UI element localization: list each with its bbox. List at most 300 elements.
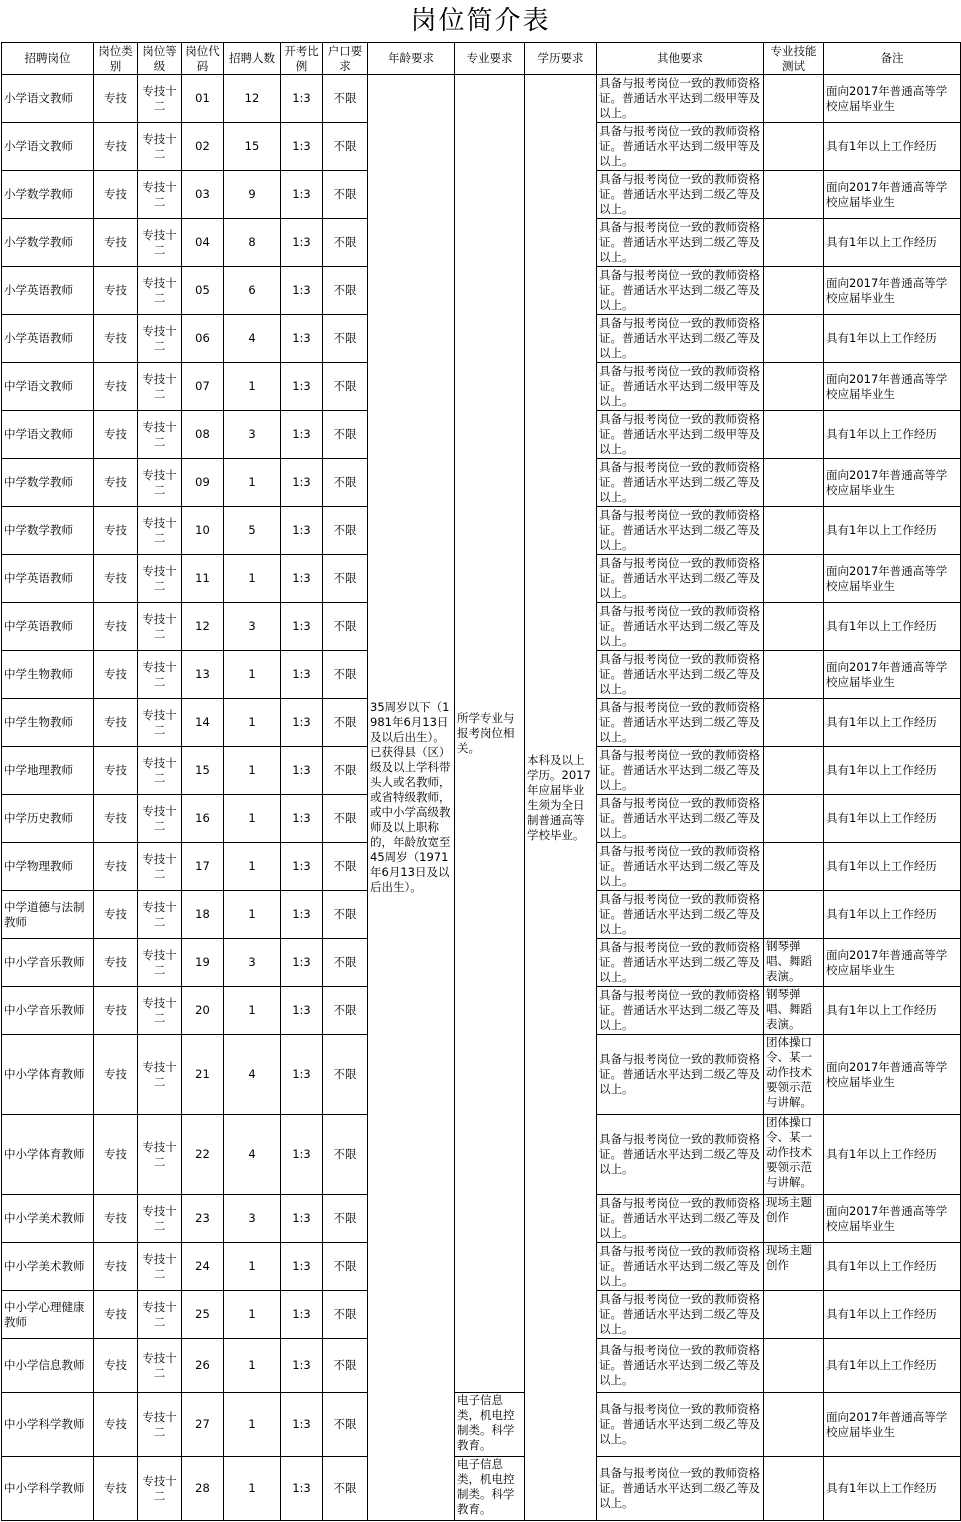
cell-note: 具有1年以上工作经历 xyxy=(824,987,961,1035)
cell-other: 具备与报考岗位一致的教师资格证。普通话水平达到二级甲等及以上。 xyxy=(597,363,764,411)
cell-hukou: 不限 xyxy=(323,1393,368,1457)
header-post: 招聘岗位 xyxy=(2,43,94,75)
cell-hukou: 不限 xyxy=(323,747,368,795)
cell-note: 具有1年以上工作经历 xyxy=(824,123,961,171)
cell-other: 具备与报考岗位一致的教师资格证。普通话水平达到二级乙等及以上。 xyxy=(597,171,764,219)
cell-note: 具有1年以上工作经历 xyxy=(824,843,961,891)
cell-hukou: 不限 xyxy=(323,363,368,411)
cell-skill xyxy=(764,363,824,411)
cell-code: 23 xyxy=(182,1195,224,1243)
cell-note: 具有1年以上工作经历 xyxy=(824,1115,961,1195)
cell-count: 1 xyxy=(224,1393,281,1457)
cell-other: 具备与报考岗位一致的教师资格证。普通话水平达到二级乙等及以上。 xyxy=(597,1393,764,1457)
cell-type: 专技 xyxy=(94,1195,138,1243)
cell-ratio: 1:3 xyxy=(281,843,323,891)
cell-count: 15 xyxy=(224,123,281,171)
cell-other: 具备与报考岗位一致的教师资格证。普通话水平达到二级乙等及以上。 xyxy=(597,219,764,267)
cell-post: 中学物理教师 xyxy=(2,843,94,891)
cell-ratio: 1:3 xyxy=(281,1339,323,1393)
header-hukou: 户口要求 xyxy=(323,43,368,75)
cell-other: 具备与报考岗位一致的教师资格证。普通话水平达到二级甲等及以上。 xyxy=(597,123,764,171)
cell-count: 4 xyxy=(224,1035,281,1115)
cell-level: 专技十二 xyxy=(138,795,182,843)
cell-other: 具备与报考岗位一致的教师资格证。普通话水平达到二级乙等及以上。 xyxy=(597,651,764,699)
cell-code: 22 xyxy=(182,1115,224,1195)
cell-code: 26 xyxy=(182,1339,224,1393)
cell-hukou: 不限 xyxy=(323,987,368,1035)
cell-type: 专技 xyxy=(94,747,138,795)
cell-code: 05 xyxy=(182,267,224,315)
cell-ratio: 1:3 xyxy=(281,507,323,555)
cell-skill xyxy=(764,891,824,939)
cell-note: 面向2017年普通高等学校应届毕业生 xyxy=(824,459,961,507)
cell-other: 具备与报考岗位一致的教师资格证。普通话水平达到二级乙等及以上。 xyxy=(597,699,764,747)
cell-count: 1 xyxy=(224,1291,281,1339)
cell-count: 1 xyxy=(224,1339,281,1393)
cell-ratio: 1:3 xyxy=(281,1393,323,1457)
cell-type: 专技 xyxy=(94,1393,138,1457)
cell-ratio: 1:3 xyxy=(281,699,323,747)
cell-code: 14 xyxy=(182,699,224,747)
cell-other: 具备与报考岗位一致的教师资格证。普通话水平达到二级乙等及以上。 xyxy=(597,1291,764,1339)
cell-ratio: 1:3 xyxy=(281,795,323,843)
cell-type: 专技 xyxy=(94,507,138,555)
cell-hukou: 不限 xyxy=(323,939,368,987)
cell-level: 专技十二 xyxy=(138,891,182,939)
cell-level: 专技十二 xyxy=(138,1291,182,1339)
cell-skill xyxy=(764,123,824,171)
cell-note: 具有1年以上工作经历 xyxy=(824,411,961,459)
cell-type: 专技 xyxy=(94,651,138,699)
cell-ratio: 1:3 xyxy=(281,987,323,1035)
cell-skill: 现场主题创作 xyxy=(764,1195,824,1243)
cell-level: 专技十二 xyxy=(138,171,182,219)
cell-post: 小学数学教师 xyxy=(2,219,94,267)
cell-type: 专技 xyxy=(94,1457,138,1521)
cell-ratio: 1:3 xyxy=(281,1457,323,1521)
cell-type: 专技 xyxy=(94,603,138,651)
header-major: 专业要求 xyxy=(455,43,525,75)
cell-note: 面向2017年普通高等学校应届毕业生 xyxy=(824,363,961,411)
cell-level: 专技十二 xyxy=(138,843,182,891)
cell-count: 1 xyxy=(224,891,281,939)
cell-post: 中小学体育教师 xyxy=(2,1035,94,1115)
cell-level: 专技十二 xyxy=(138,219,182,267)
cell-hukou: 不限 xyxy=(323,699,368,747)
cell-note: 面向2017年普通高等学校应届毕业生 xyxy=(824,171,961,219)
cell-hukou: 不限 xyxy=(323,1339,368,1393)
cell-count: 1 xyxy=(224,555,281,603)
cell-hukou: 不限 xyxy=(323,459,368,507)
cell-ratio: 1:3 xyxy=(281,219,323,267)
cell-ratio: 1:3 xyxy=(281,939,323,987)
cell-ratio: 1:3 xyxy=(281,267,323,315)
cell-skill xyxy=(764,171,824,219)
cell-other: 具备与报考岗位一致的教师资格证。普通话水平达到二级乙等及以上。 xyxy=(597,1457,764,1521)
cell-level: 专技十二 xyxy=(138,507,182,555)
cell-code: 16 xyxy=(182,795,224,843)
cell-skill: 钢琴弹唱、舞蹈表演。 xyxy=(764,939,824,987)
cell-type: 专技 xyxy=(94,939,138,987)
cell-count: 4 xyxy=(224,1115,281,1195)
cell-type: 专技 xyxy=(94,699,138,747)
cell-note: 面向2017年普通高等学校应届毕业生 xyxy=(824,1195,961,1243)
cell-level: 专技十二 xyxy=(138,315,182,363)
table-row xyxy=(2,1393,961,1457)
cell-skill xyxy=(764,699,824,747)
cell-hukou: 不限 xyxy=(323,315,368,363)
cell-code: 21 xyxy=(182,1035,224,1115)
cell-skill xyxy=(764,507,824,555)
cell-note: 面向2017年普通高等学校应届毕业生 xyxy=(824,939,961,987)
table-header-row xyxy=(2,43,961,75)
cell-hukou: 不限 xyxy=(323,123,368,171)
cell-post: 中学英语教师 xyxy=(2,555,94,603)
header-count: 招聘人数 xyxy=(224,43,281,75)
cell-count: 1 xyxy=(224,843,281,891)
cell-other: 具备与报考岗位一致的教师资格证。普通话水平达到二级乙等及以上。 xyxy=(597,603,764,651)
cell-hukou: 不限 xyxy=(323,507,368,555)
cell-other: 具备与报考岗位一致的教师资格证。普通话水平达到二级乙等及以上。 xyxy=(597,1115,764,1195)
cell-note: 具有1年以上工作经历 xyxy=(824,219,961,267)
cell-skill xyxy=(764,603,824,651)
cell-skill xyxy=(764,795,824,843)
cell-age-requirement: 35周岁以下（1981年6月13日及以后出生）。已获得县（区）级及以上学科带头人或名教师，或省特级教师，或中小学高级教师及以上职称的，年龄放宽至45周岁（1971年6月13日及以后出生）。 xyxy=(368,75,455,1521)
cell-code: 19 xyxy=(182,939,224,987)
cell-skill xyxy=(764,411,824,459)
header-note: 备注 xyxy=(824,43,961,75)
cell-level: 专技十二 xyxy=(138,1035,182,1115)
cell-count: 1 xyxy=(224,459,281,507)
cell-hukou: 不限 xyxy=(323,1115,368,1195)
cell-note: 具有1年以上工作经历 xyxy=(824,795,961,843)
table-row xyxy=(2,75,961,123)
cell-level: 专技十二 xyxy=(138,1457,182,1521)
cell-hukou: 不限 xyxy=(323,1195,368,1243)
cell-post: 中小学心理健康教师 xyxy=(2,1291,94,1339)
cell-other: 具备与报考岗位一致的教师资格证。普通话水平达到二级乙等及以上。 xyxy=(597,795,764,843)
cell-code: 15 xyxy=(182,747,224,795)
cell-post: 小学语文教师 xyxy=(2,123,94,171)
cell-code: 02 xyxy=(182,123,224,171)
cell-count: 1 xyxy=(224,363,281,411)
cell-other: 具备与报考岗位一致的教师资格证。普通话水平达到二级乙等及以上。 xyxy=(597,1339,764,1393)
cell-post: 小学数学教师 xyxy=(2,171,94,219)
cell-level: 专技十二 xyxy=(138,987,182,1035)
cell-ratio: 1:3 xyxy=(281,1243,323,1291)
cell-note: 具有1年以上工作经历 xyxy=(824,315,961,363)
cell-post: 中学英语教师 xyxy=(2,603,94,651)
cell-type: 专技 xyxy=(94,891,138,939)
cell-level: 专技十二 xyxy=(138,267,182,315)
cell-note: 具有1年以上工作经历 xyxy=(824,1291,961,1339)
cell-level: 专技十二 xyxy=(138,411,182,459)
cell-level: 专技十二 xyxy=(138,459,182,507)
cell-post: 中学语文教师 xyxy=(2,411,94,459)
cell-type: 专技 xyxy=(94,123,138,171)
cell-code: 20 xyxy=(182,987,224,1035)
cell-type: 专技 xyxy=(94,843,138,891)
cell-other: 具备与报考岗位一致的教师资格证。普通话水平达到二级乙等及以上。 xyxy=(597,1195,764,1243)
cell-count: 1 xyxy=(224,651,281,699)
cell-code: 03 xyxy=(182,171,224,219)
cell-code: 25 xyxy=(182,1291,224,1339)
cell-level: 专技十二 xyxy=(138,363,182,411)
cell-type: 专技 xyxy=(94,1035,138,1115)
cell-skill xyxy=(764,1291,824,1339)
cell-level: 专技十二 xyxy=(138,699,182,747)
cell-post: 中学数学教师 xyxy=(2,507,94,555)
cell-skill xyxy=(764,1393,824,1457)
cell-note: 面向2017年普通高等学校应届毕业生 xyxy=(824,1035,961,1115)
cell-hukou: 不限 xyxy=(323,651,368,699)
cell-code: 13 xyxy=(182,651,224,699)
cell-type: 专技 xyxy=(94,411,138,459)
cell-code: 17 xyxy=(182,843,224,891)
cell-note: 面向2017年普通高等学校应届毕业生 xyxy=(824,75,961,123)
cell-type: 专技 xyxy=(94,219,138,267)
cell-type: 专技 xyxy=(94,315,138,363)
cell-note: 具有1年以上工作经历 xyxy=(824,747,961,795)
cell-count: 5 xyxy=(224,507,281,555)
cell-skill xyxy=(764,315,824,363)
cell-post: 小学英语教师 xyxy=(2,267,94,315)
cell-code: 18 xyxy=(182,891,224,939)
cell-ratio: 1:3 xyxy=(281,1291,323,1339)
cell-ratio: 1:3 xyxy=(281,747,323,795)
cell-count: 3 xyxy=(224,1195,281,1243)
cell-count: 3 xyxy=(224,411,281,459)
cell-count: 3 xyxy=(224,939,281,987)
cell-education-requirement: 本科及以上学历。2017年应届毕业生须为全日制普通高等学校毕业。 xyxy=(525,75,597,1521)
cell-code: 07 xyxy=(182,363,224,411)
cell-level: 专技十二 xyxy=(138,555,182,603)
cell-note: 具有1年以上工作经历 xyxy=(824,891,961,939)
cell-other: 具备与报考岗位一致的教师资格证。普通话水平达到二级乙等及以上。 xyxy=(597,267,764,315)
cell-ratio: 1:3 xyxy=(281,411,323,459)
cell-post: 中小学科学教师 xyxy=(2,1393,94,1457)
cell-ratio: 1:3 xyxy=(281,75,323,123)
cell-code: 01 xyxy=(182,75,224,123)
cell-post: 中学历史教师 xyxy=(2,795,94,843)
cell-skill xyxy=(764,1339,824,1393)
cell-count: 3 xyxy=(224,603,281,651)
cell-code: 28 xyxy=(182,1457,224,1521)
cell-other: 具备与报考岗位一致的教师资格证。普通话水平达到二级乙等及以上。 xyxy=(597,555,764,603)
cell-note: 面向2017年普通高等学校应届毕业生 xyxy=(824,267,961,315)
cell-hukou: 不限 xyxy=(323,891,368,939)
cell-post: 中小学音乐教师 xyxy=(2,939,94,987)
cell-hukou: 不限 xyxy=(323,411,368,459)
cell-note: 面向2017年普通高等学校应届毕业生 xyxy=(824,651,961,699)
cell-skill xyxy=(764,219,824,267)
cell-skill: 钢琴弹唱、舞蹈表演。 xyxy=(764,987,824,1035)
cell-skill xyxy=(764,459,824,507)
cell-ratio: 1:3 xyxy=(281,363,323,411)
cell-skill xyxy=(764,1457,824,1521)
cell-post: 中小学科学教师 xyxy=(2,1457,94,1521)
cell-type: 专技 xyxy=(94,1243,138,1291)
cell-code: 09 xyxy=(182,459,224,507)
cell-post: 小学语文教师 xyxy=(2,75,94,123)
cell-ratio: 1:3 xyxy=(281,891,323,939)
cell-ratio: 1:3 xyxy=(281,1035,323,1115)
cell-note: 面向2017年普通高等学校应届毕业生 xyxy=(824,1393,961,1457)
cell-note: 具有1年以上工作经历 xyxy=(824,603,961,651)
cell-post: 小学英语教师 xyxy=(2,315,94,363)
cell-type: 专技 xyxy=(94,987,138,1035)
cell-level: 专技十二 xyxy=(138,1195,182,1243)
cell-post: 中小学美术教师 xyxy=(2,1243,94,1291)
cell-type: 专技 xyxy=(94,1291,138,1339)
cell-note: 具有1年以上工作经历 xyxy=(824,507,961,555)
cell-note: 具有1年以上工作经历 xyxy=(824,1243,961,1291)
cell-ratio: 1:3 xyxy=(281,123,323,171)
cell-other: 具备与报考岗位一致的教师资格证。普通话水平达到二级乙等及以上。 xyxy=(597,1243,764,1291)
cell-type: 专技 xyxy=(94,459,138,507)
cell-hukou: 不限 xyxy=(323,267,368,315)
cell-post: 中学数学教师 xyxy=(2,459,94,507)
cell-other: 具备与报考岗位一致的教师资格证。普通话水平达到二级乙等及以上。 xyxy=(597,315,764,363)
cell-type: 专技 xyxy=(94,363,138,411)
cell-major: 电子信息类，机电控制类。科学教育。 xyxy=(455,1457,525,1521)
cell-other: 具备与报考岗位一致的教师资格证。普通话水平达到二级乙等及以上。 xyxy=(597,507,764,555)
cell-skill: 现场主题创作 xyxy=(764,1243,824,1291)
cell-skill: 团体操口令、某一动作技术要领示范与讲解。 xyxy=(764,1115,824,1195)
cell-type: 专技 xyxy=(94,75,138,123)
cell-hukou: 不限 xyxy=(323,1035,368,1115)
cell-post: 中学生物教师 xyxy=(2,651,94,699)
cell-count: 4 xyxy=(224,315,281,363)
cell-type: 专技 xyxy=(94,795,138,843)
header-level: 岗位等级 xyxy=(138,43,182,75)
cell-post: 中学生物教师 xyxy=(2,699,94,747)
table-body xyxy=(2,75,961,1521)
cell-level: 专技十二 xyxy=(138,747,182,795)
cell-post: 中小学体育教师 xyxy=(2,1115,94,1195)
cell-hukou: 不限 xyxy=(323,1243,368,1291)
cell-count: 9 xyxy=(224,171,281,219)
header-age: 年龄要求 xyxy=(368,43,455,75)
cell-major-requirement: 所学专业与报考岗位相关。 xyxy=(455,75,525,1393)
cell-hukou: 不限 xyxy=(323,603,368,651)
cell-note: 具有1年以上工作经历 xyxy=(824,1339,961,1393)
cell-code: 08 xyxy=(182,411,224,459)
cell-hukou: 不限 xyxy=(323,219,368,267)
cell-skill xyxy=(764,747,824,795)
cell-code: 11 xyxy=(182,555,224,603)
cell-level: 专技十二 xyxy=(138,1243,182,1291)
cell-skill: 团体操口令、某一动作技术要领示范与讲解。 xyxy=(764,1035,824,1115)
cell-code: 27 xyxy=(182,1393,224,1457)
cell-other: 具备与报考岗位一致的教师资格证。普通话水平达到二级乙等及以上。 xyxy=(597,843,764,891)
cell-other: 具备与报考岗位一致的教师资格证。普通话水平达到二级乙等及以上。 xyxy=(597,939,764,987)
cell-post: 中小学音乐教师 xyxy=(2,987,94,1035)
cell-level: 专技十二 xyxy=(138,123,182,171)
cell-ratio: 1:3 xyxy=(281,1195,323,1243)
cell-hukou: 不限 xyxy=(323,843,368,891)
cell-post: 中学道德与法制教师 xyxy=(2,891,94,939)
cell-ratio: 1:3 xyxy=(281,651,323,699)
job-table xyxy=(1,42,961,1521)
cell-note: 具有1年以上工作经历 xyxy=(824,699,961,747)
cell-other: 具备与报考岗位一致的教师资格证。普通话水平达到二级乙等及以上。 xyxy=(597,987,764,1035)
cell-note: 具有1年以上工作经历 xyxy=(824,1457,961,1521)
cell-post: 中学语文教师 xyxy=(2,363,94,411)
cell-other: 具备与报考岗位一致的教师资格证。普通话水平达到二级甲等及以上。 xyxy=(597,411,764,459)
cell-other: 具备与报考岗位一致的教师资格证。普通话水平达到二级乙等及以上。 xyxy=(597,747,764,795)
cell-level: 专技十二 xyxy=(138,603,182,651)
cell-hukou: 不限 xyxy=(323,171,368,219)
cell-ratio: 1:3 xyxy=(281,171,323,219)
cell-count: 8 xyxy=(224,219,281,267)
cell-skill xyxy=(764,267,824,315)
cell-code: 06 xyxy=(182,315,224,363)
cell-type: 专技 xyxy=(94,1339,138,1393)
header-education: 学历要求 xyxy=(525,43,597,75)
cell-count: 1 xyxy=(224,747,281,795)
cell-skill xyxy=(764,843,824,891)
cell-skill xyxy=(764,651,824,699)
cell-skill xyxy=(764,75,824,123)
cell-hukou: 不限 xyxy=(323,1291,368,1339)
cell-other: 具备与报考岗位一致的教师资格证。普通话水平达到二级甲等及以上。 xyxy=(597,75,764,123)
cell-other: 具备与报考岗位一致的教师资格证。普通话水平达到二级乙等及以上。 xyxy=(597,891,764,939)
cell-level: 专技十二 xyxy=(138,939,182,987)
cell-count: 12 xyxy=(224,75,281,123)
cell-count: 6 xyxy=(224,267,281,315)
header-skill: 专业技能测试 xyxy=(764,43,824,75)
cell-count: 1 xyxy=(224,987,281,1035)
table-row xyxy=(2,1457,961,1521)
cell-ratio: 1:3 xyxy=(281,459,323,507)
cell-code: 24 xyxy=(182,1243,224,1291)
cell-major: 电子信息类，机电控制类。科学教育。 xyxy=(455,1393,525,1457)
cell-level: 专技十二 xyxy=(138,1115,182,1195)
cell-count: 1 xyxy=(224,1243,281,1291)
cell-post: 中小学信息教师 xyxy=(2,1339,94,1393)
header-ratio: 开考比例 xyxy=(281,43,323,75)
header-type: 岗位类别 xyxy=(94,43,138,75)
cell-hukou: 不限 xyxy=(323,75,368,123)
cell-ratio: 1:3 xyxy=(281,1115,323,1195)
cell-type: 专技 xyxy=(94,267,138,315)
cell-skill xyxy=(764,555,824,603)
cell-type: 专技 xyxy=(94,1115,138,1195)
page-title: 岗位简介表 xyxy=(410,6,551,36)
cell-count: 1 xyxy=(224,795,281,843)
header-other: 其他要求 xyxy=(597,43,764,75)
cell-code: 12 xyxy=(182,603,224,651)
cell-hukou: 不限 xyxy=(323,1457,368,1521)
cell-code: 10 xyxy=(182,507,224,555)
cell-ratio: 1:3 xyxy=(281,555,323,603)
header-code: 岗位代码 xyxy=(182,43,224,75)
cell-level: 专技十二 xyxy=(138,75,182,123)
cell-post: 中小学美术教师 xyxy=(2,1195,94,1243)
cell-type: 专技 xyxy=(94,171,138,219)
cell-level: 专技十二 xyxy=(138,651,182,699)
cell-hukou: 不限 xyxy=(323,555,368,603)
cell-level: 专技十二 xyxy=(138,1339,182,1393)
cell-ratio: 1:3 xyxy=(281,315,323,363)
cell-level: 专技十二 xyxy=(138,1393,182,1457)
cell-other: 具备与报考岗位一致的教师资格证。普通话水平达到二级乙等及以上。 xyxy=(597,459,764,507)
cell-ratio: 1:3 xyxy=(281,603,323,651)
cell-other: 具备与报考岗位一致的教师资格证。普通话水平达到二级乙等及以上。 xyxy=(597,1035,764,1115)
cell-type: 专技 xyxy=(94,555,138,603)
cell-hukou: 不限 xyxy=(323,795,368,843)
